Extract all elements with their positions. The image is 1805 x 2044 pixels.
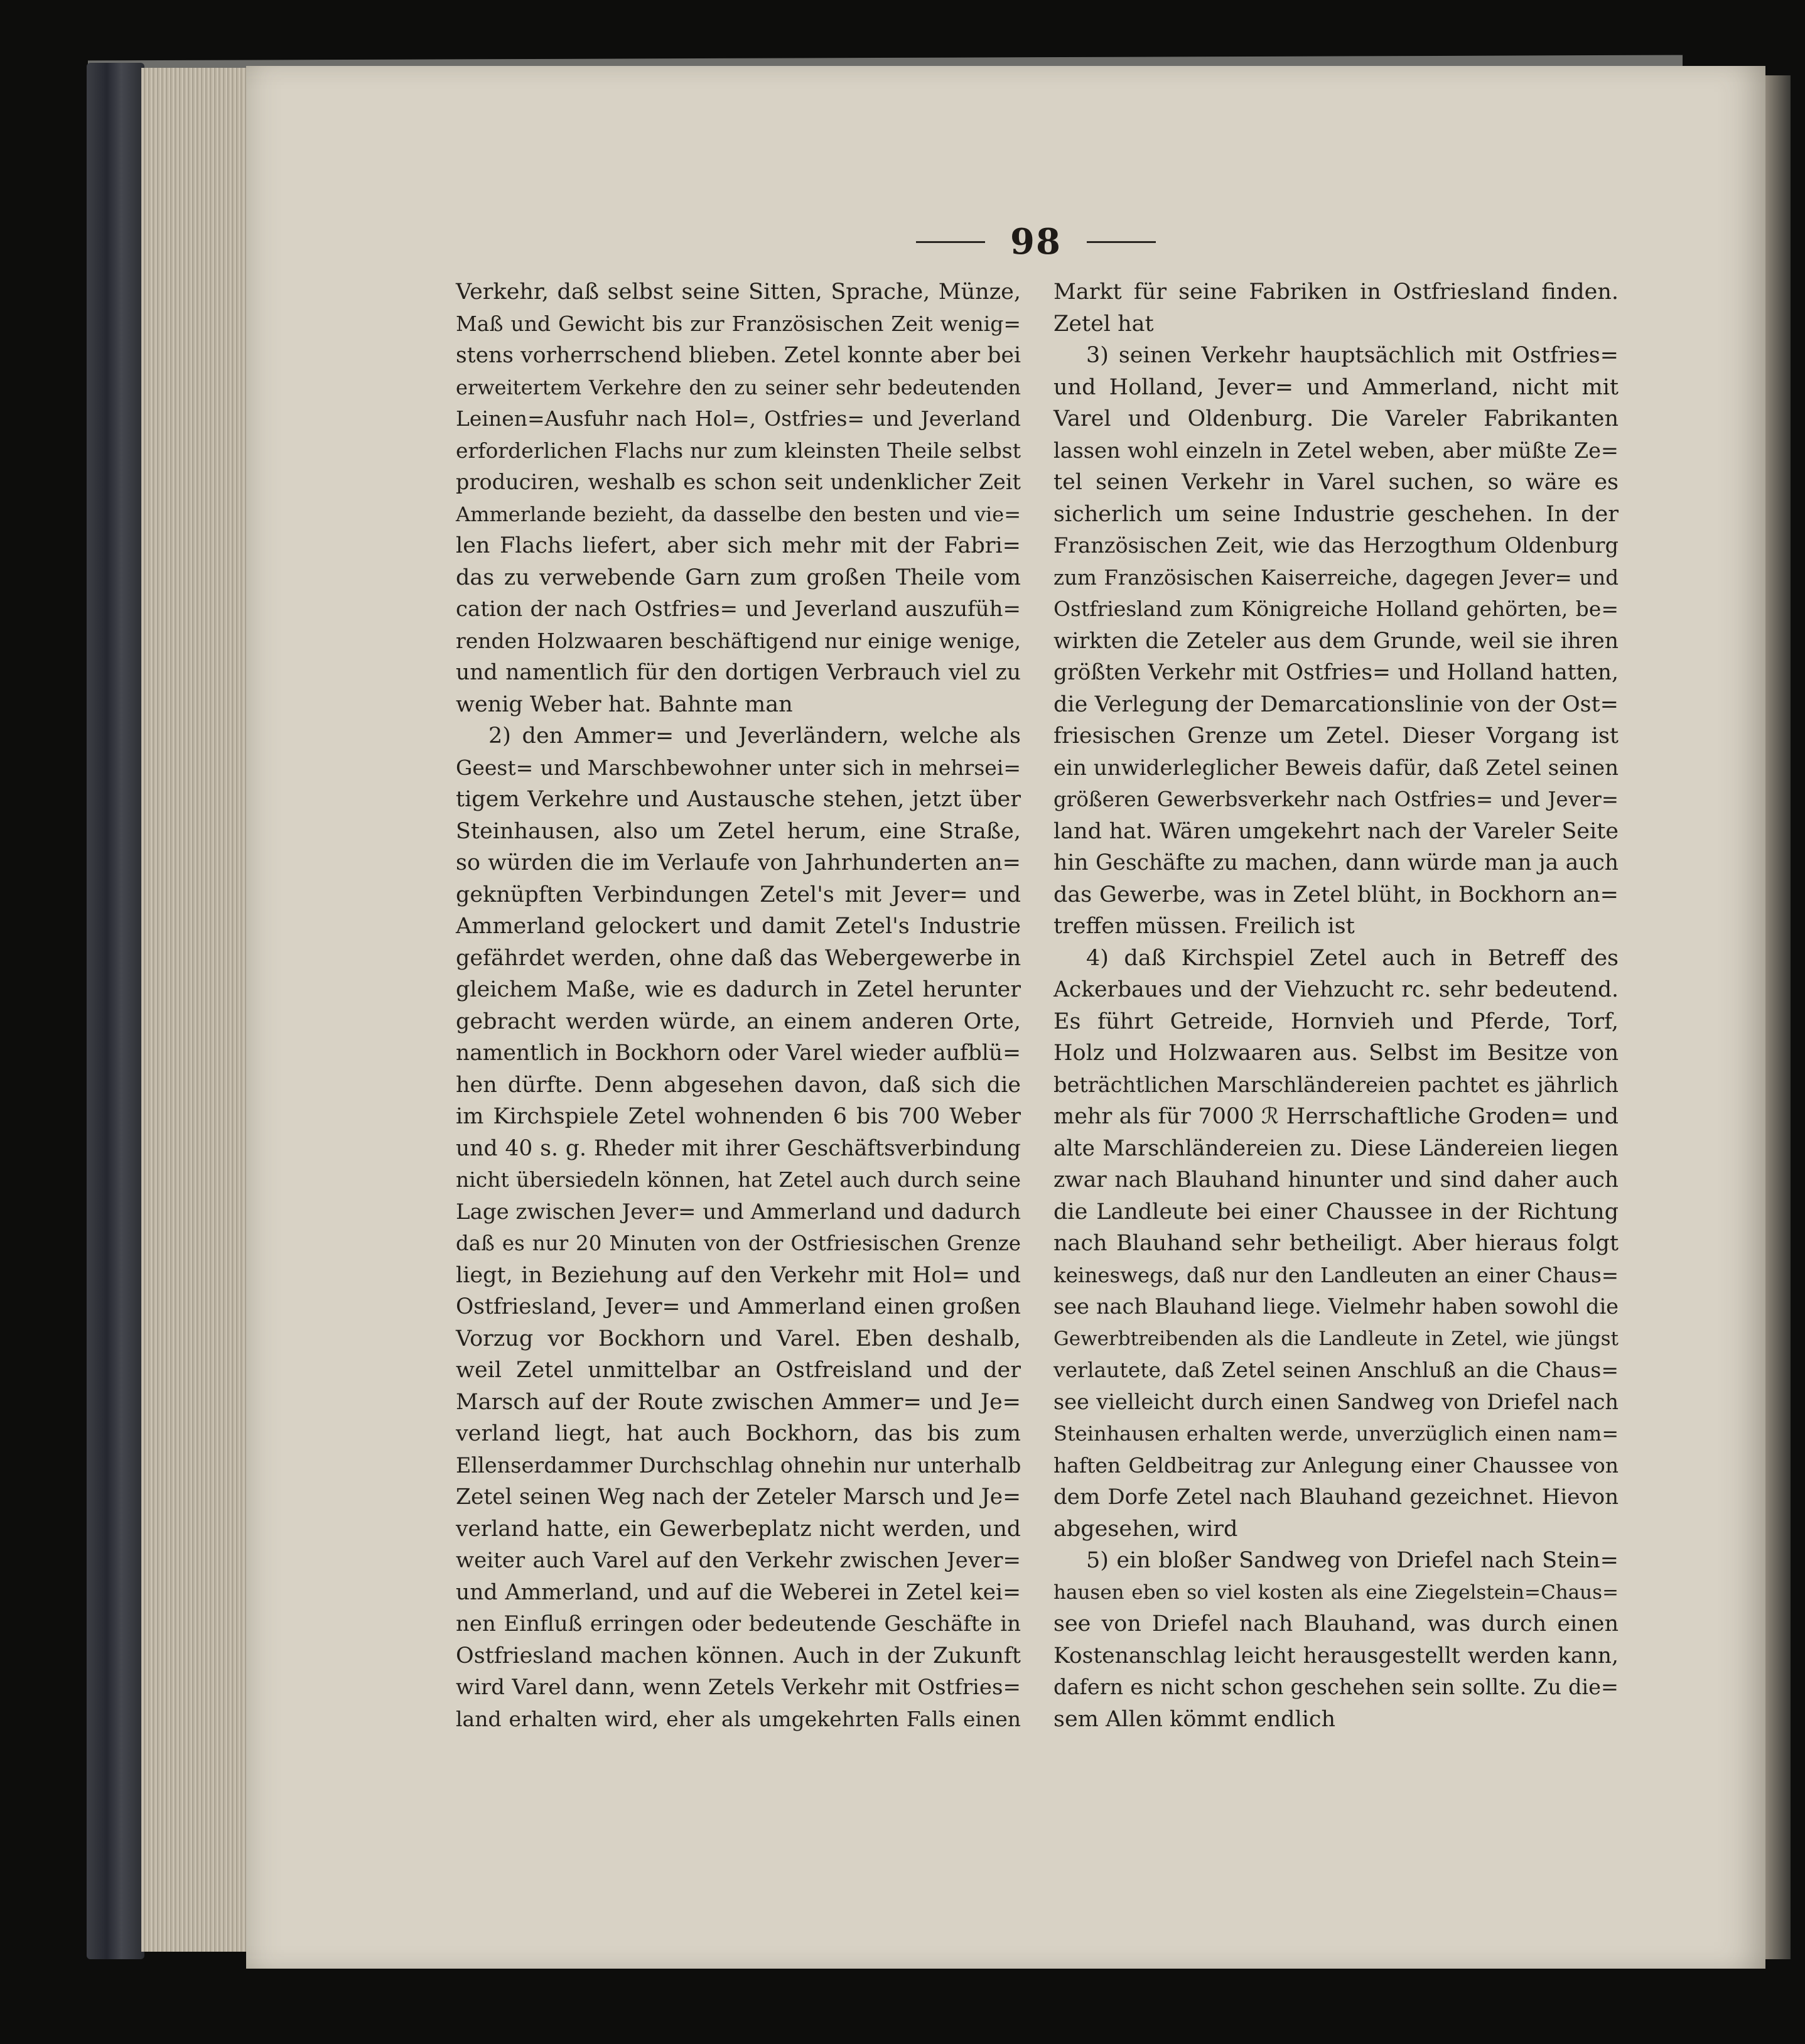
text-line: im Kirchspiele Zetel wohnenden 6 bis 700 Weber — [456, 1104, 1021, 1129]
text-line: Verkehr, daß selbst seine Sitten, Sprache, Münze, — [456, 279, 1021, 305]
text-line: zwar nach Blauhand hinunter und sind daher auch — [1053, 1167, 1619, 1192]
text-line: größten Verkehr mit Ostfries= und Holland hatten, — [1053, 660, 1619, 685]
book-cover-spine — [87, 63, 144, 1959]
text-line: 2) den Ammer= und Jeverländern, welche als — [488, 723, 1021, 749]
text-line: treffen müssen. Freilich ist — [1053, 914, 1355, 939]
text-line: Holz und Holzwaaren aus. Selbst im Besitze von — [1053, 1041, 1619, 1066]
text-line: wird Varel dann, wenn Zetels Verkehr mit Ostfries= — [456, 1675, 1021, 1700]
text-line: zum Französischen Kaiserreiche, dagegen Jever= und — [1053, 565, 1619, 590]
text-line: das zu verwebende Garn zum großen Theile vom — [456, 565, 1021, 590]
text-line: land hat. Wären umgekehrt nach der Vareler Seite — [1053, 818, 1619, 844]
header-rule-left — [916, 241, 985, 243]
text-line: dafern es nicht schon geschehen sein sollte. Zu die= — [1053, 1675, 1619, 1699]
text-line: weil Zetel unmittelbar an Ostfreisland und der — [456, 1358, 1021, 1383]
text-line: haften Geldbeitrag zur Anlegung einer Chaussee von — [1053, 1452, 1619, 1478]
text-line: Lage zwischen Jever= und Ammerland und dadurch — [456, 1199, 1021, 1225]
text-line: tigem Verkehre und Austausche stehen, jetzt über — [456, 787, 1021, 812]
text-line: nach Blauhand sehr betheiligt. Aber hieraus folgt — [1053, 1231, 1619, 1256]
text-line: 4) daß Kirchspiel Zetel auch in Betreff des — [1086, 945, 1619, 971]
header-rule-right — [1087, 241, 1156, 243]
text-line: ein unwiderleglicher Beweis dafür, daß Zetel seinen — [1053, 755, 1619, 781]
text-line: lassen wohl einzeln in Zetel weben, aber müßte Ze= — [1053, 438, 1619, 463]
text-line: und 40 s. g. Rheder mit ihrer Geschäftsverbindung — [456, 1135, 1021, 1161]
text-line: see vielleicht durch einen Sandweg von Driefel nach — [1053, 1389, 1619, 1414]
text-line: Ostfriesland zum Königreiche Holland gehörten, be= — [1053, 597, 1619, 621]
text-line: wirkten die Zeteler aus dem Grunde, weil sie ihren — [1053, 628, 1619, 654]
text-line: Steinhausen, also um Zetel herum, eine Straße, — [456, 818, 1021, 844]
right-text-column — [1053, 276, 1619, 1735]
text-line: mehr als für 7000 ℛ Herrschaftliche Groden= und — [1053, 1104, 1619, 1129]
text-line: produciren, weshalb es schon seit undenklicher Zeit — [456, 470, 1021, 494]
text-line: verland hatte, ein Gewerbeplatz nicht werden, und — [456, 1516, 1021, 1542]
text-line: Französischen Zeit, wie das Herzogthum Oldenburg — [1053, 533, 1619, 558]
text-line: die Verlegung der Demarcationslinie von der Ost= — [1053, 691, 1619, 717]
text-line: keineswegs, daß nur den Landleuten an einer Chaus= — [1053, 1263, 1619, 1287]
text-line: see von Driefel nach Blauhand, was durch einen — [1053, 1611, 1619, 1636]
text-line: wenig Weber hat. Bahnte man — [456, 691, 793, 717]
text-line: erforderlichen Flachs nur zum kleinsten Theile selbst — [456, 438, 1021, 463]
text-line: Ackerbaues und der Viehzucht rc. sehr bedeutend. — [1053, 977, 1619, 1002]
text-line: Es führt Getreide, Hornvieh und Pferde, Torf, — [1053, 1008, 1619, 1034]
text-line: tel seinen Verkehr in Varel suchen, so wäre es — [1053, 470, 1619, 495]
text-line: cation der nach Ostfries= und Jeverland auszufüh= — [456, 597, 1021, 622]
text-line: und Holland, Jever= und Ammerland, nicht mit — [1053, 374, 1619, 400]
text-line: Maß und Gewicht bis zur Französischen Zeit wenig= — [456, 311, 1021, 336]
text-line: verland liegt, hat auch Bockhorn, das bis zum — [456, 1421, 1021, 1446]
text-line: land erhalten wird, eher als umgekehrten Falls einen — [456, 1706, 1021, 1731]
text-line: daß es nur 20 Minuten von der Ostfriesischen Grenze — [456, 1231, 1021, 1255]
text-line: liegt, in Beziehung auf den Verkehr mit Hol= und — [456, 1262, 1021, 1288]
text-line: das Gewerbe, was in Zetel blüht, in Bockhorn an= — [1053, 882, 1619, 907]
text-line: Vorzug vor Bockhorn und Varel. Eben deshalb, — [456, 1326, 1021, 1351]
text-line: len Flachs liefert, aber sich mehr mit der Fabri= — [456, 533, 1021, 558]
text-line: Ammerlande bezieht, da dasselbe den besten und vie= — [456, 502, 1021, 526]
text-line: gebracht werden würde, an einem anderen Orte, — [456, 1008, 1021, 1034]
text-line: alte Marschländereien zu. Diese Ländereien liegen — [1053, 1135, 1619, 1161]
text-line: Marsch auf der Route zwischen Ammer= und Je= — [456, 1389, 1021, 1415]
left-text-column — [456, 276, 1021, 1735]
text-line: gefährdet werden, ohne daß das Webergewerbe in — [456, 945, 1021, 971]
text-line: nicht übersiedeln können, hat Zetel auch durch seine — [456, 1167, 1021, 1192]
text-line: stens vorherrschend blieben. Zetel konnte aber bei — [456, 343, 1021, 368]
text-line: nen Einfluß erringen oder bedeutende Geschäfte in — [456, 1611, 1021, 1636]
text-line: Ammerland gelockert und damit Zetel's Industrie — [456, 914, 1021, 939]
text-line: Steinhausen erhalten werde, unverzüglich einen nam= — [1053, 1422, 1619, 1446]
text-line: Leinen=Ausfuhr nach Hol=, Ostfries= und Jeverland — [456, 406, 1021, 431]
text-line: renden Holzwaaren beschäftigend nur einige wenige, — [456, 628, 1021, 653]
text-line: sem Allen kömmt endlich — [1053, 1706, 1336, 1732]
text-line: so würden die im Verlaufe von Jahrhunderten an= — [456, 850, 1021, 875]
text-line: 3) seinen Verkehr hauptsächlich mit Ostfries= — [1086, 343, 1619, 368]
text-line: hin Geschäfte zu machen, dann würde man ja auch — [1053, 850, 1619, 875]
text-line: hausen eben so viel kosten als eine Ziegelstein=Chaus= — [1053, 1581, 1619, 1604]
text-line: gleichem Maße, wie es dadurch in Zetel herunter — [456, 977, 1021, 1002]
text-line: Gewerbtreibenden als die Landleute in Zetel, wie jüngst — [1053, 1327, 1619, 1350]
text-line: sicherlich um seine Industrie geschehen. In der — [1053, 501, 1619, 527]
text-line: Zetel seinen Weg nach der Zeteler Marsch und Je= — [456, 1484, 1021, 1510]
text-line: hen dürfte. Denn abgesehen davon, daß sich die — [456, 1072, 1021, 1098]
text-line: Varel und Oldenburg. Die Vareler Fabrikanten — [1053, 406, 1619, 431]
text-line: und Ammerland, und auf die Weberei in Zetel kei= — [456, 1579, 1021, 1605]
page-right-edge — [1765, 75, 1791, 1959]
text-line: die Landleute bei einer Chaussee in der Richtung — [1053, 1199, 1619, 1225]
text-line: abgesehen, wird — [1053, 1516, 1238, 1542]
text-line: 5) ein bloßer Sandweg von Driefel nach Stein= — [1086, 1548, 1619, 1573]
text-line: see nach Blauhand liege. Vielmehr haben sowohl die — [1053, 1294, 1619, 1319]
text-line: Ostfriesland, Jever= und Ammerland einen großen — [456, 1294, 1021, 1319]
page-stack-edge — [141, 68, 254, 1952]
text-line: geknüpften Verbindungen Zetel's mit Jever= und — [456, 882, 1021, 907]
page-header — [885, 214, 1187, 270]
text-line: dem Dorfe Zetel nach Blauhand gezeichnet. Hievon — [1053, 1484, 1619, 1510]
text-line: Zetel hat — [1053, 311, 1154, 337]
text-line: größeren Gewerbsverkehr nach Ostfries= und Jever= — [1053, 787, 1619, 811]
text-line: und namentlich für den dortigen Verbrauch viel zu — [456, 660, 1021, 685]
text-line: Ellenserdammer Durchschlag ohnehin nur unterhalb — [456, 1452, 1021, 1478]
text-line: Ostfriesland machen können. Auch in der Zukunft — [456, 1643, 1021, 1668]
text-line: beträchtlichen Marschländereien pachtet es jährlich — [1053, 1072, 1619, 1097]
text-line: verlautete, daß Zetel seinen Anschluß an die Chaus= — [1053, 1358, 1619, 1382]
text-line: Kostenanschlag leicht herausgestellt werden kann, — [1053, 1643, 1619, 1668]
text-line: Geest= und Marschbewohner unter sich in mehrsei= — [456, 755, 1021, 780]
text-line: friesischen Grenze um Zetel. Dieser Vorgang ist — [1053, 723, 1619, 749]
page-number: 98 — [1010, 221, 1062, 262]
text-line: erweitertem Verkehre den zu seiner sehr bedeutenden — [456, 375, 1021, 399]
text-line: weiter auch Varel auf den Verkehr zwischen Jever= — [456, 1548, 1021, 1573]
text-line: Markt für seine Fabriken in Ostfriesland finden. — [1053, 279, 1619, 305]
text-line: namentlich in Bockhorn oder Varel wieder aufblü= — [456, 1041, 1021, 1066]
